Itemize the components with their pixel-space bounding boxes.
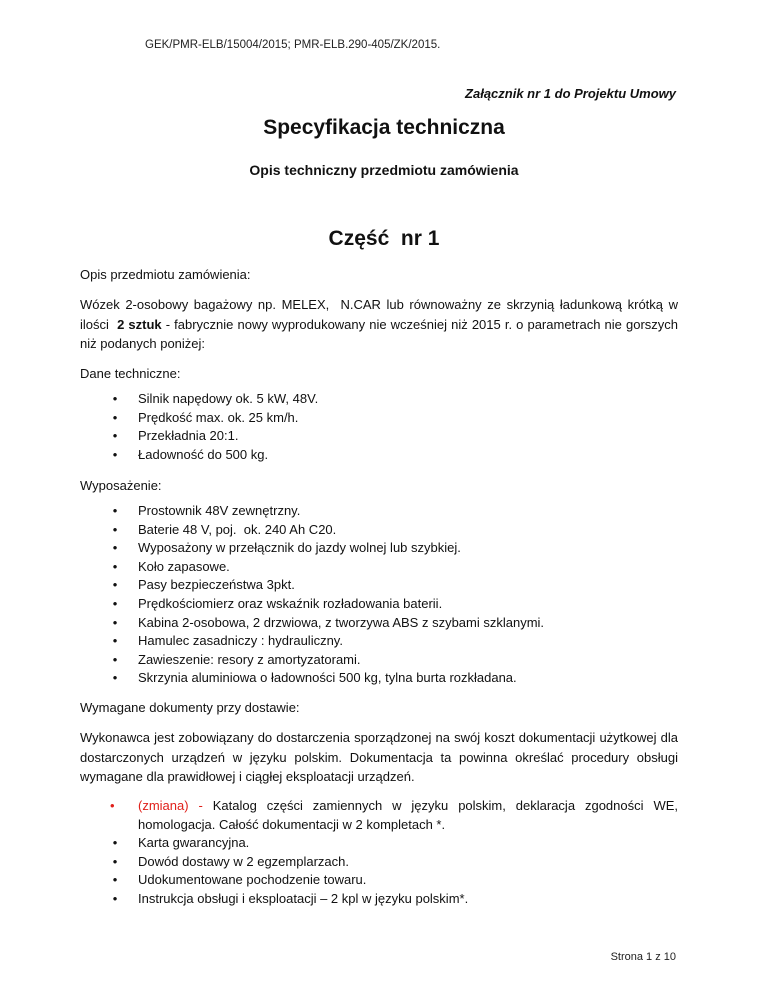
list-item: • Ładowność do 500 kg. [110,446,678,465]
order-description-label: Opis przedmiotu zamówienia: [80,267,251,282]
list-item: • Zawieszenie: resory z amortyzatorami. [110,651,678,670]
bullet-icon: • [112,577,118,593]
page-title: Specyfikacja techniczna [263,116,505,139]
delivery-docs-list [110,797,678,909]
intro-paragraph [80,295,682,354]
list-item: • Kabina 2-osobowa, 2 drzwiowa, z tworzywa ABS z szybami szklanymi. [110,614,678,633]
equipment-list [110,502,678,688]
technical-data-label: Dane techniczne: [80,366,181,381]
bullet-icon: • [112,670,118,686]
list-item: • Dowód dostawy w 2 egzemplarzach. [110,853,678,872]
document-reference: GEK/PMR-ELB/15004/2015; PMR-ELB.290-405/ZK/2015. [145,39,441,51]
list-item: • Wyposażony w przełącznik do jazdy wolnej lub szybkiej. [110,539,678,558]
list-item: • Hamulec zasadniczy : hydrauliczny. [110,632,678,651]
list-item: • Instrukcja obsługi i eksploatacji – 2 kpl w języku polskim*. [110,890,678,909]
bullet-icon: • [112,540,118,556]
page-subtitle: Opis techniczny przedmiotu zamówienia [249,162,519,178]
list-item: • Przekładnia 20:1. [110,427,678,446]
bullet-icon: • [112,853,118,869]
intro-text-after: - fabrycznie nowy wyprodukowany nie wcześniej niż 2015 r. o parametrach nie gorszych niż podanych poniżej: [80,316,678,351]
change-note: (zmiana) - [138,798,213,813]
bullet-icon: • [112,872,118,888]
list-item: • Silnik napędowy ok. 5 kW, 48V. [110,390,678,409]
list-item: • Prostownik 48V zewnętrzny. [110,502,678,521]
bullet-icon: • [112,391,118,406]
annex-label: Załącznik nr 1 do Projektu Umowy [465,86,676,101]
bullet-icon: • [110,798,115,813]
equipment-label: Wyposażenie: [80,478,162,493]
bullet-icon: • [112,890,118,906]
catalog-item-text: Katalog części zamiennych w języku polskim, deklaracja zgodności WE, homologacja. Całość dokumentacji w 2 kompletach *. [138,798,678,832]
page-number: Strona 1 z 10 [610,951,676,963]
list-item: • Udokumentowane pochodzenie towaru. [110,871,678,890]
technical-data-list [110,390,678,464]
bullet-icon: • [112,409,118,425]
delivery-docs-label: Wymagane dokumenty przy dostawie: [80,700,300,715]
bullet-icon: • [112,446,118,462]
bullet-icon: • [112,428,118,444]
intro-text-before: Wózek 2-osobowy bagażowy np. MELEX, N.CAR lub równoważny ze skrzynią ładunkową krótką w ilości [80,297,682,332]
list-item: • Karta gwarancyjna. [110,834,678,853]
bullet-icon: • [112,558,118,574]
list-item: • Pasy bezpieczeństwa 3pkt. [110,576,678,595]
list-item: • Koło zapasowe. [110,558,678,577]
bullet-icon: • [112,835,118,851]
list-item: • Baterie 48 V, poj. ok. 240 Ah C20. [110,521,678,540]
bullet-icon: • [112,651,118,667]
list-item-change [110,797,678,834]
delivery-docs-paragraph: Wykonawca jest zobowiązany do dostarczenia sporządzonej na swój koszt dokumentacji użytkowej dla dostarczonych urządzeń w języku polskim. Dokumentacja ta powinna określać procedury obsługi wymagane dla prawidłowej i ciągłej eksploatacji urządzeń. [80,730,678,784]
bullet-icon: • [112,633,118,649]
bullet-icon: • [112,503,118,518]
list-item: • Prędkość max. ok. 25 km/h. [110,409,678,428]
bullet-icon: • [112,521,118,537]
list-item: • Prędkościomierz oraz wskaźnik rozładowania baterii. [110,595,678,614]
part-heading: Część nr 1 [328,227,440,250]
bullet-icon: • [112,595,118,611]
list-item: • Skrzynia aluminiowa o ładowności 500 kg, tylna burta rozkładana. [110,669,678,688]
intro-quantity: 2 sztuk [117,316,162,332]
bullet-icon: • [112,614,118,630]
